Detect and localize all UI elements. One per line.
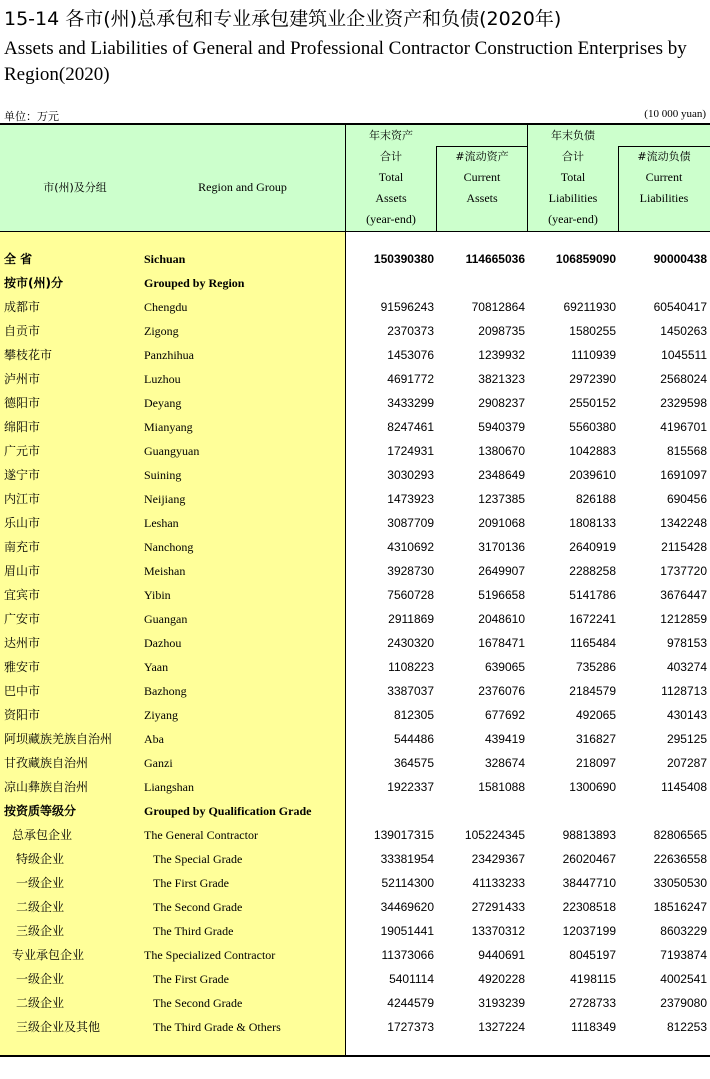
row-value: 2379080: [660, 996, 707, 1010]
table-row: [0, 559, 710, 583]
row-value: 1128713: [661, 684, 707, 698]
row-label-en: The Third Grade & Others: [153, 1020, 281, 1034]
row-value: 1581088: [478, 780, 525, 794]
row-label-en: Deyang: [144, 396, 182, 410]
row-label-cn: 绵阳市: [4, 420, 41, 434]
row-label-en: Guangan: [144, 612, 188, 626]
row-value: 2640919: [569, 540, 616, 554]
row-value: 34469620: [380, 900, 434, 914]
header-region-cn: 市(州)及分组: [43, 181, 107, 194]
row-label-cn: 达州市: [4, 636, 41, 650]
header-line: #流动资产: [455, 150, 509, 163]
row-label-en: Nanchong: [144, 540, 194, 554]
row-label-cn: 资阳市: [4, 708, 41, 722]
row-value: 22636558: [653, 852, 707, 866]
row-value: 826188: [575, 492, 616, 506]
row-label-en: Liangshan: [144, 780, 194, 794]
row-value: 5196658: [478, 588, 525, 602]
header-line: 合计: [380, 150, 402, 163]
row-label-en: The First Grade: [153, 972, 229, 986]
row-value: 8045197: [569, 948, 616, 962]
table-row: [0, 823, 710, 847]
row-label-cn: 二级企业: [16, 900, 65, 914]
row-value: 4310692: [387, 540, 434, 554]
row-label-cn: 巴中市: [4, 684, 41, 698]
row-value: 105224345: [464, 828, 525, 842]
row-value: 2098735: [478, 324, 525, 338]
header-total-liabilities: [528, 146, 618, 230]
row-value: 1237385: [478, 492, 525, 506]
row-label-cn: 总承包企业: [12, 828, 73, 842]
row-value: 1691097: [660, 468, 707, 482]
table-row: [0, 319, 710, 343]
row-value: 1808133: [569, 516, 616, 530]
row-value: 9440691: [478, 948, 525, 962]
table-row: [0, 631, 710, 655]
row-value: 1239932: [478, 348, 525, 362]
table-row: [0, 919, 710, 943]
row-label-en: The Third Grade: [153, 924, 234, 938]
row-label-en: The Specialized Contractor: [144, 948, 276, 962]
row-value: 978153: [666, 636, 707, 650]
row-value: 1110939: [571, 348, 616, 362]
row-value: 3676447: [660, 588, 707, 602]
row-value: 1342248: [660, 516, 707, 530]
row-value: 735286: [575, 660, 616, 674]
row-value: 677692: [484, 708, 525, 722]
row-label-en: Zigong: [144, 324, 179, 338]
row-value: 4196701: [660, 420, 707, 434]
row-value: 2728733: [569, 996, 616, 1010]
table-row: [0, 295, 710, 319]
row-value: 207287: [666, 756, 707, 770]
row-label-en: Suining: [144, 468, 182, 482]
row-value: 1727373: [387, 1020, 434, 1034]
row-value: 1737720: [660, 564, 707, 578]
row-value: 2348649: [478, 468, 525, 482]
row-value: 403274: [666, 660, 707, 674]
table-row: [0, 991, 710, 1015]
row-value: 4920228: [478, 972, 525, 986]
row-value: 1922337: [387, 780, 434, 794]
row-value: 690456: [666, 492, 707, 506]
header-line: Current: [645, 170, 683, 184]
unit-label-en: (10 000 yuan): [644, 108, 706, 120]
table-row: [0, 655, 710, 679]
row-value: 1300690: [569, 780, 616, 794]
row-value: 544486: [393, 732, 434, 746]
row-value: 38447710: [562, 876, 616, 890]
row-value: 1108223: [388, 660, 434, 674]
row-label-en: Guangyuan: [144, 444, 200, 458]
row-value: 639065: [484, 660, 525, 674]
row-value: 1678471: [478, 636, 525, 650]
row-value: 218097: [575, 756, 616, 770]
header-line: Total: [560, 170, 586, 184]
header-line: Assets: [375, 191, 407, 205]
row-value: 91596243: [380, 300, 434, 314]
row-label-cn: 广元市: [4, 444, 41, 458]
row-label-cn: 按市(州)分: [4, 276, 63, 290]
row-value: 1327224: [478, 1020, 525, 1034]
data-table: [0, 123, 710, 1057]
row-value: 11373066: [381, 948, 434, 962]
row-value: 26020467: [562, 852, 616, 866]
row-label-cn: 泸州市: [4, 372, 41, 386]
table-row: [0, 391, 710, 415]
header-current-assets: [437, 146, 527, 209]
row-value: 812305: [393, 708, 434, 722]
row-value: 41133233: [472, 876, 525, 890]
row-label-cn: 一级企业: [16, 876, 65, 890]
row-value: 3193239: [478, 996, 525, 1010]
header-current-liabilities: [619, 146, 709, 209]
row-label-cn: 特级企业: [16, 852, 65, 866]
row-value: 5141786: [569, 588, 616, 602]
row-value: 60540417: [653, 300, 707, 314]
table-row: [0, 439, 710, 463]
row-value: 1042883: [569, 444, 616, 458]
row-value: 2184579: [569, 684, 616, 698]
row-value: 4198115: [570, 972, 616, 986]
row-value: 3030293: [387, 468, 434, 482]
row-label-en: Aba: [144, 732, 164, 746]
row-value: 316827: [575, 732, 616, 746]
header-assets-group: 年末资产: [369, 129, 413, 142]
row-label-en: Chengdu: [144, 300, 188, 314]
row-value: 18516247: [653, 900, 707, 914]
table-row: [0, 679, 710, 703]
table-row: [0, 583, 710, 607]
row-value: 33050530: [653, 876, 707, 890]
row-value: 70812864: [471, 300, 525, 314]
table-row: [0, 463, 710, 487]
header-line: (year-end): [366, 212, 416, 226]
row-value: 2091068: [478, 516, 525, 530]
table-row: [0, 247, 710, 271]
row-value: 12037199: [562, 924, 616, 938]
row-value: 4244579: [387, 996, 434, 1010]
row-label-cn: 三级企业及其他: [16, 1020, 101, 1034]
unit-label-cn: 单位：万元: [4, 110, 59, 123]
row-label-cn: 德阳市: [4, 396, 41, 410]
row-value: 69211930: [563, 300, 616, 314]
row-value: 2370373: [387, 324, 434, 338]
row-value: 295125: [666, 732, 707, 746]
row-label-en: Luzhou: [144, 372, 181, 386]
row-label-cn: 按资质等级分: [4, 804, 77, 818]
row-label-en: Mianyang: [144, 420, 193, 434]
row-value: 23429367: [471, 852, 525, 866]
table-row: [0, 1015, 710, 1039]
row-value: 33381954: [380, 852, 434, 866]
row-value: 3928730: [387, 564, 434, 578]
row-value: 2908237: [478, 396, 525, 410]
row-value: 1212859: [660, 612, 707, 626]
row-label-en: The Special Grade: [153, 852, 243, 866]
row-value: 8603229: [660, 924, 707, 938]
row-value: 1165484: [570, 636, 616, 650]
row-label-en: Panzhihua: [144, 348, 194, 362]
row-label-cn: 内江市: [4, 492, 41, 506]
header-line: 合计: [562, 150, 584, 163]
table-row: [0, 799, 710, 823]
row-value: 1672241: [569, 612, 616, 626]
row-label-en: Ziyang: [144, 708, 178, 722]
row-value: 364575: [393, 756, 434, 770]
header-line: (year-end): [548, 212, 598, 226]
row-value: 1045511: [661, 348, 707, 362]
header-region-en: Region and Group: [198, 180, 287, 194]
row-value: 1580255: [569, 324, 616, 338]
row-label-en: Meishan: [144, 564, 186, 578]
row-label-cn: 广安市: [4, 612, 41, 626]
row-label-cn: 攀枝花市: [4, 348, 53, 362]
row-label-en: Grouped by Qualification Grade: [144, 804, 312, 818]
row-value: 1453076: [387, 348, 434, 362]
row-value: 5940379: [478, 420, 525, 434]
row-value: 82806565: [653, 828, 707, 842]
row-value: 3433299: [387, 396, 434, 410]
row-label-en: Ganzi: [144, 756, 173, 770]
row-value: 1118349: [571, 1020, 616, 1034]
row-value: 328674: [484, 756, 525, 770]
table-title-cn: 15-14 各市(州)总承包和专业承包建筑业企业资产和负债(2020年): [4, 8, 562, 30]
row-value: 3170136: [478, 540, 525, 554]
row-label-cn: 凉山彝族自治州: [4, 780, 89, 794]
header-line: Liabilities: [639, 191, 689, 205]
table-title-en: Assets and Liabilities of General and Professional Contractor Construction Enterprises by Region(2020): [4, 38, 687, 85]
header-bottom-rule: [0, 231, 710, 232]
row-value: 2115428: [661, 540, 707, 554]
table-row: [0, 727, 710, 751]
table-row: [0, 343, 710, 367]
row-label-cn: 遂宁市: [4, 468, 41, 482]
table-bottom-rule: [0, 1055, 710, 1057]
row-value: 52114300: [381, 876, 434, 890]
table-row: [0, 775, 710, 799]
table-row: [0, 967, 710, 991]
row-value: 812253: [666, 1020, 707, 1034]
header-total-assets: [346, 146, 436, 230]
row-label-cn: 自贡市: [4, 324, 41, 338]
row-label-cn: 三级企业: [16, 924, 65, 938]
row-value: 2568024: [660, 372, 707, 386]
table-row: [0, 751, 710, 775]
row-value: 2376076: [478, 684, 525, 698]
header-liabilities-group: 年末负债: [551, 129, 595, 142]
row-value: 2288258: [569, 564, 616, 578]
table-row: [0, 895, 710, 919]
table-row: [0, 415, 710, 439]
row-value: 2911869: [388, 612, 434, 626]
row-value: 2430320: [387, 636, 434, 650]
row-value: 27291433: [471, 900, 525, 914]
row-value: 1450263: [660, 324, 707, 338]
row-value: 1380670: [478, 444, 525, 458]
row-value: 1145408: [661, 780, 707, 794]
row-value: 2039610: [569, 468, 616, 482]
row-label-en: Yibin: [144, 588, 171, 602]
row-label-en: Dazhou: [144, 636, 182, 650]
row-value: 3087709: [387, 516, 434, 530]
row-value: 13370312: [471, 924, 525, 938]
row-value: 2550152: [569, 396, 616, 410]
row-value: 22308518: [562, 900, 616, 914]
row-value: 3387037: [387, 684, 434, 698]
row-value: 90000438: [653, 252, 707, 266]
row-label-cn: 全 省: [4, 252, 33, 266]
header-line: Total: [378, 170, 404, 184]
row-value: 114665036: [465, 252, 525, 266]
row-value: 439419: [484, 732, 525, 746]
row-label-en: The First Grade: [153, 876, 229, 890]
header-line: #流动负债: [637, 150, 691, 163]
row-value: 7193874: [660, 948, 707, 962]
row-label-en: The Second Grade: [153, 996, 243, 1010]
row-value: 4002541: [660, 972, 707, 986]
row-label-en: Neijiang: [144, 492, 186, 506]
row-value: 5401114: [389, 972, 434, 986]
row-label-cn: 眉山市: [4, 564, 41, 578]
row-label-cn: 一级企业: [16, 972, 65, 986]
header-line: Assets: [466, 191, 498, 205]
row-label-cn: 甘孜藏族自治州: [4, 756, 89, 770]
row-value: 2329598: [660, 396, 707, 410]
row-label-cn: 南充市: [4, 540, 41, 554]
table-row: [0, 511, 710, 535]
table-row: [0, 847, 710, 871]
table-row: [0, 943, 710, 967]
row-label-en: The Second Grade: [153, 900, 243, 914]
row-value: 2972390: [569, 372, 616, 386]
row-value: 4691772: [387, 372, 434, 386]
table-row: [0, 535, 710, 559]
row-value: 8247461: [387, 420, 434, 434]
row-label-cn: 专业承包企业: [12, 948, 85, 962]
header-line: Current: [463, 170, 501, 184]
table-row: [0, 703, 710, 727]
header-line: Liabilities: [548, 191, 598, 205]
row-label-en: The General Contractor: [144, 828, 258, 842]
table-row: [0, 367, 710, 391]
row-value: 19051441: [380, 924, 434, 938]
row-value: 2048610: [478, 612, 525, 626]
row-label-en: Leshan: [144, 516, 179, 530]
table-row: [0, 871, 710, 895]
row-value: 815568: [666, 444, 707, 458]
row-value: 430143: [666, 708, 707, 722]
table-row: [0, 607, 710, 631]
row-value: 1473923: [387, 492, 434, 506]
row-label-en: Bazhong: [144, 684, 187, 698]
row-label-cn: 阿坝藏族羌族自治州: [4, 732, 113, 746]
table-row: [0, 271, 710, 295]
row-label-en: Sichuan: [144, 252, 186, 266]
row-value: 1724931: [387, 444, 434, 458]
table-row: [0, 487, 710, 511]
row-label-en: Yaan: [144, 660, 169, 674]
row-value: 98813893: [562, 828, 616, 842]
row-value: 7560728: [387, 588, 434, 602]
row-value: 150390380: [373, 252, 434, 266]
row-value: 139017315: [373, 828, 434, 842]
row-label-cn: 宜宾市: [4, 588, 41, 602]
row-label-cn: 成都市: [4, 300, 41, 314]
row-label-cn: 雅安市: [4, 660, 41, 674]
row-value: 492065: [575, 708, 616, 722]
row-label-en: Grouped by Region: [144, 276, 245, 290]
row-value: 106859090: [555, 252, 616, 266]
row-value: 3821323: [478, 372, 525, 386]
row-label-cn: 二级企业: [16, 996, 65, 1010]
row-value: 5560380: [569, 420, 616, 434]
row-label-cn: 乐山市: [4, 516, 41, 530]
row-value: 2649907: [478, 564, 525, 578]
